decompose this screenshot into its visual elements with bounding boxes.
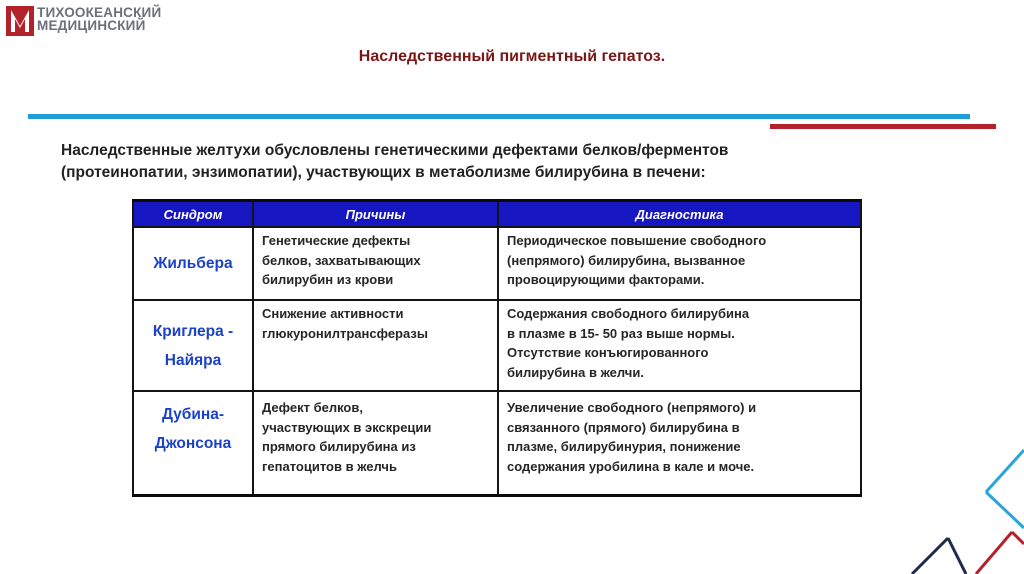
diagnosis-line: в плазме в 15- 50 раз выше нормы. [507, 325, 735, 341]
diagnosis-cell [498, 227, 861, 300]
diagnosis-line: билирубина в желчи. [507, 364, 644, 380]
table-header-row [133, 201, 861, 228]
header-syndrome: Синдром [133, 201, 253, 228]
cause-cell [253, 391, 498, 495]
syndrome-name: Джонсона [154, 435, 232, 452]
deco-line-navy [912, 538, 948, 574]
syndrome-name: Дубина- [161, 406, 225, 423]
header-causes: Причины [253, 201, 498, 228]
table-row-crigler-najjar [133, 300, 861, 391]
divider-blue [28, 114, 970, 119]
intro-text [61, 140, 961, 184]
diagnosis-cell [498, 391, 861, 495]
diagnosis-line: Отсутствие конъюгированного [507, 345, 709, 360]
syndrome-name-cell [133, 227, 253, 300]
intro-line-1: Наследственные желтухи обусловлены генетическими дефектами белков/ферментов [61, 142, 729, 159]
cause-cell [253, 227, 498, 300]
cause-line: участвующих в экскреции [262, 419, 432, 435]
diagnosis-line: Увеличение свободного (непрямого) и [507, 400, 757, 415]
cause-line: гепатоцитов в желчь [262, 458, 397, 474]
diagnosis-line: связанного (прямого) билирубина в [507, 419, 740, 435]
divider-red [770, 124, 996, 129]
logo-line-2: МЕДИЦИНСКИЙ [37, 18, 146, 33]
cause-line: прямого билирубина из [262, 439, 416, 454]
cause-line: Снижение активности [262, 306, 404, 321]
diagnosis-line: провоцирующими факторами. [507, 272, 705, 287]
diagnosis-line: Периодическое повышение свободного [507, 233, 767, 248]
diagnosis-line: плазме, билирубинурия, понижение [507, 439, 741, 454]
cause-line: билирубин из крови [262, 272, 394, 287]
deco-line-blue [986, 450, 1024, 492]
cause-line: глюкуронилтрансферазы [262, 325, 428, 341]
deco-line-red [976, 532, 1012, 574]
diagnosis-cell [498, 300, 861, 391]
syndrome-name-cell [133, 391, 253, 495]
university-logo [6, 6, 161, 36]
syndrome-name: Найяра [164, 351, 222, 369]
syndrome-name-cell [133, 300, 253, 391]
diagnosis-line: Содержания свободного билирубина [507, 306, 750, 321]
deco-line-blue [986, 492, 1024, 528]
logo-line-1: ТИХООКЕАНСКИЙ [37, 5, 162, 20]
syndromes-table [132, 199, 862, 497]
diagnosis-line: содержания уробилина в кале и моче. [507, 458, 755, 474]
cause-cell [253, 300, 498, 391]
table-row-gilbert [133, 227, 861, 300]
header-diagnosis: Диагностика [498, 201, 861, 228]
deco-line-red [1012, 532, 1024, 544]
syndrome-name: Жильбера [153, 255, 233, 272]
cause-line: Дефект белков, [262, 400, 363, 415]
cause-line: белков, захватывающих [262, 252, 421, 268]
diagnosis-line: (непрямого) билирубина, вызванное [507, 252, 746, 268]
deco-line-navy [948, 538, 966, 574]
table-row-dubin-johnson [133, 391, 861, 495]
intro-line-2: (протеинопатии, энзимопатии), участвующих в метаболизме билирубина в печени: [61, 164, 706, 181]
syndrome-name: Криглера - [152, 322, 234, 340]
university-logo-icon [6, 6, 34, 36]
decorative-lines-icon [900, 430, 1024, 574]
page-title: Наследственный пигментный гепатоз. [358, 48, 666, 65]
cause-line: Генетические дефекты [262, 233, 411, 248]
